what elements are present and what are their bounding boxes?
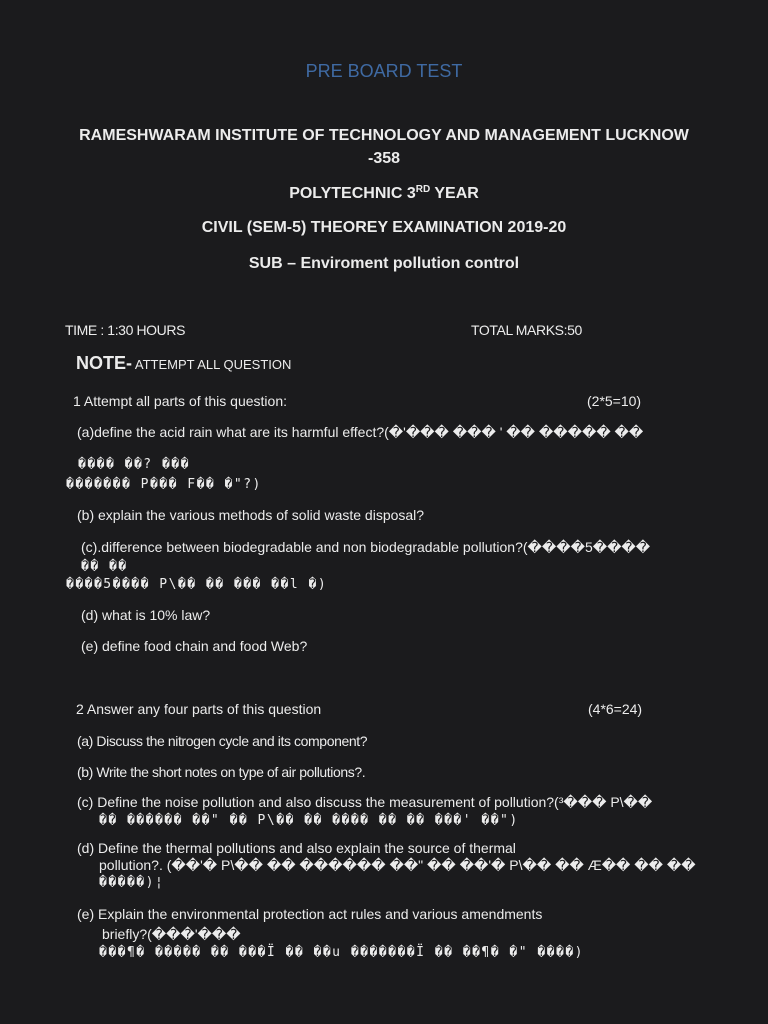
note-line [76, 355, 291, 373]
course-suffix: YEAR [430, 185, 479, 202]
course-prefix: POLYTECHNIC 3 [289, 185, 416, 202]
note-label: NOTE- [76, 353, 132, 373]
q1-a-line3: ������� P��� F�� �"?) [66, 477, 262, 492]
subject-title: SUB – Enviroment pollution control [248, 255, 520, 272]
q1-c-line1: (c).difference between biodegradable and non biodegradable pollution?(����5���� [81, 539, 651, 555]
note-text: ATTEMPT ALL QUESTION [132, 357, 292, 372]
q1-d: (d) what is 10% law? [81, 607, 211, 623]
q2-d-line1: (d) Define the thermal pollutions and also explain the source of thermal [77, 840, 516, 856]
course-year [0, 185, 768, 202]
exam-title: CIVIL (SEM-5) THEOREY EXAMINATION 2019-20 [201, 219, 567, 236]
q1-e: (e) define food chain and food Web? [81, 638, 308, 654]
total-marks-label: TOTAL MARKS:50 [471, 322, 582, 338]
q2-e-line1: (e) Explain the environmental protection act rules and various amendments [77, 906, 543, 922]
q1-marks: (2*5=10) [587, 393, 642, 409]
q2-d-line2: pollution?. (��'� P\�� �� ������ ��" �� ��'� P\�� �� Æ�� �� �� [99, 857, 696, 873]
q2-b: (b) Write the short notes on type of air pollutions?. [77, 764, 366, 780]
q2-a: (a) Discuss the nitrogen cycle and its component? [77, 733, 368, 749]
q1-a-line2: ���� ��? ��� [78, 457, 190, 472]
q1-a-line1: (a)define the acid rain what are its harmful effect?(�'��� ��� ' �� ����� �� [77, 424, 644, 440]
q2-heading: 2 Answer any four parts of this question [76, 701, 322, 717]
page-title: PRE BOARD TEST [305, 61, 463, 81]
institute-name: RAMESHWARAM INSTITUTE OF TECHNOLOGY AND MANAGEMENT LUCKNOW [79, 127, 689, 144]
q1-c-line3: ����5���� P\�� �� ��� ��l �) [66, 577, 328, 592]
q2-d-line3: �����)¦ [99, 875, 165, 890]
q1-heading: 1 Attempt all parts of this question: [73, 393, 288, 409]
q1-c-line2: �� �� [81, 559, 128, 574]
q2-c-line1: (c) Define the noise pollution and also discuss the measurement of pollution?(³��� P\�� [77, 794, 653, 810]
institute-code: -358 [367, 150, 401, 167]
q2-c-line2: �� ������ ��" �� P\�� �� ���� �� �� ���' ��") [99, 813, 519, 828]
q1-b: (b) explain the various methods of solid waste disposal? [77, 507, 425, 523]
q2-marks: (4*6=24) [588, 701, 643, 717]
course-sup: RD [415, 184, 431, 195]
time-label: TIME : 1:30 HOURS [65, 322, 186, 338]
q2-e-line3: ���¶� ����� �� ���Ï �� ��u �������Ï �� ��¶� �" ����) [99, 945, 584, 960]
q2-e-line2: briefly?(���'��� [102, 926, 241, 942]
